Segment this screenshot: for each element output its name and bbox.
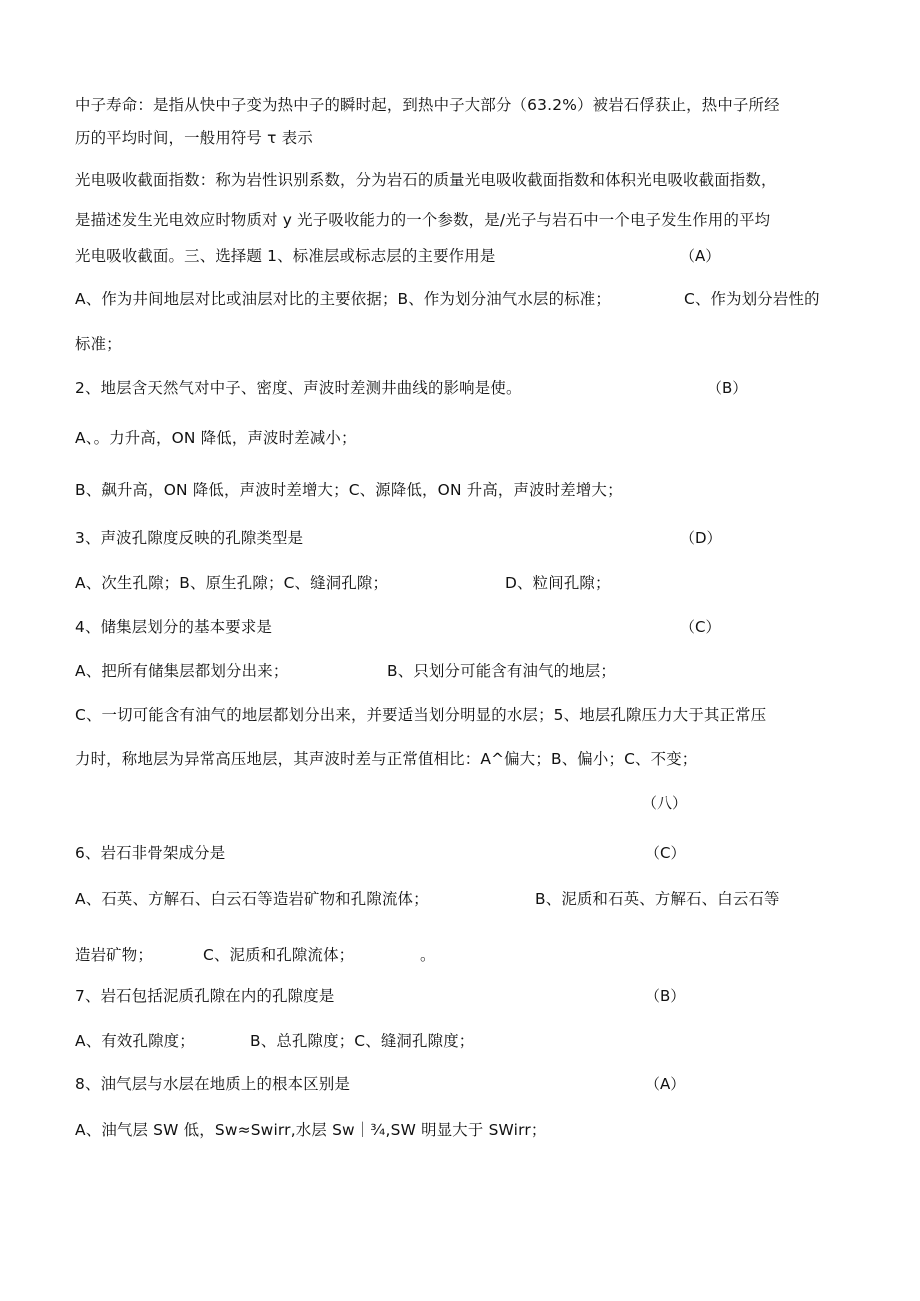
- q4-option-a: A、把所有储集层都划分出来；: [75, 662, 289, 680]
- q2-option-a: A、。力升高，ON 降低，声波时差减小；: [75, 429, 357, 447]
- q6-option-c: C、泥质和孔隙流体；: [203, 946, 355, 964]
- q4-stem: 4、储集层划分的基本要求是: [75, 618, 273, 636]
- q6-answer: （C）: [645, 844, 686, 862]
- q1-answer: （A）: [680, 247, 721, 265]
- q3-stem: 3、声波孔隙度反映的孔隙类型是: [75, 529, 304, 547]
- q2-answer: （B）: [707, 379, 748, 397]
- def-pe-line-1: 光电吸收截面指数：称为岩性识别系数，分为岩石的质量光电吸收截面指数和体积光电吸收截面指数，: [75, 171, 777, 189]
- q5-stem-cont: 力时，称地层为异常高压地层，其声波时差与正常值相比：A^偏大；B、偏小；C、不变；: [75, 750, 698, 768]
- q3-option-d: D、粒间孔隙；: [505, 574, 611, 592]
- q6-option-a: A、石英、方解石、白云石等造岩矿物和孔隙流体；: [75, 890, 429, 908]
- q3-answer: （D）: [680, 529, 722, 547]
- q7-options-bc: B、总孔隙度；C、缝洞孔隙度；: [250, 1032, 475, 1050]
- q8-stem: 8、油气层与水层在地质上的根本区别是: [75, 1075, 351, 1093]
- q1-option-c: C、作为划分岩性的: [684, 290, 820, 308]
- q7-stem: 7、岩石包括泥质孔隙在内的孔隙度是: [75, 987, 335, 1005]
- q4-option-b: B、只划分可能含有油气的地层；: [387, 662, 617, 680]
- q1-options-ab: A、作为井间地层对比或油层对比的主要依据；B、作为划分油气水层的标准；: [75, 290, 611, 308]
- q3-options-abc: A、次生孔隙；B、原生孔隙；C、缝洞孔隙；: [75, 574, 389, 592]
- def-pe-line-3: 光电吸收截面。三、选择题 1、标准层或标志层的主要作用是: [75, 247, 496, 265]
- q2-stem: 2、地层含天然气对中子、密度、声波时差测井曲线的影响是使。: [75, 379, 522, 397]
- q6-option-b: B、泥质和石英、方解石、白云石等: [535, 890, 780, 908]
- q8-answer: （A）: [645, 1075, 686, 1093]
- q7-option-a: A、有效孔隙度；: [75, 1032, 195, 1050]
- def-neutron-life-line-1: 中子寿命：是指从快中子变为热中子的瞬时起，到热中子大部分（63.2%）被岩石俘获止，热中子所经: [75, 96, 780, 114]
- def-neutron-life-line-2: 历的平均时间，一般用符号 τ 表示: [75, 129, 313, 147]
- q6-option-b-cont: 造岩矿物；: [75, 946, 153, 964]
- q6-stem: 6、岩石非骨架成分是: [75, 844, 226, 862]
- q7-answer: （B）: [645, 987, 686, 1005]
- q4-answer: （C）: [680, 618, 721, 636]
- q2-options-bc: B、飙升高，ON 降低，声波时差增大；C、源降低，ON 升高，声波时差增大；: [75, 481, 623, 499]
- q6-trailing-mark: 。: [420, 946, 436, 964]
- q1-option-c-cont: 标准；: [75, 335, 122, 353]
- q4-option-c: C、一切可能含有油气的地层都划分出来，并要适当划分明显的水层；5、地层孔隙压力大于其正常压: [75, 706, 767, 724]
- q5-answer: （八）: [642, 794, 688, 812]
- def-pe-line-2: 是描述发生光电效应时物质对 y 光子吸收能力的一个参数，是/光子与岩石中一个电子发生作用的平均: [75, 211, 771, 229]
- q8-option-a: A、油气层 SW 低，Sw≈Swirr,水层 Sw｜¾,SW 明显大于 SWirr；: [75, 1121, 547, 1139]
